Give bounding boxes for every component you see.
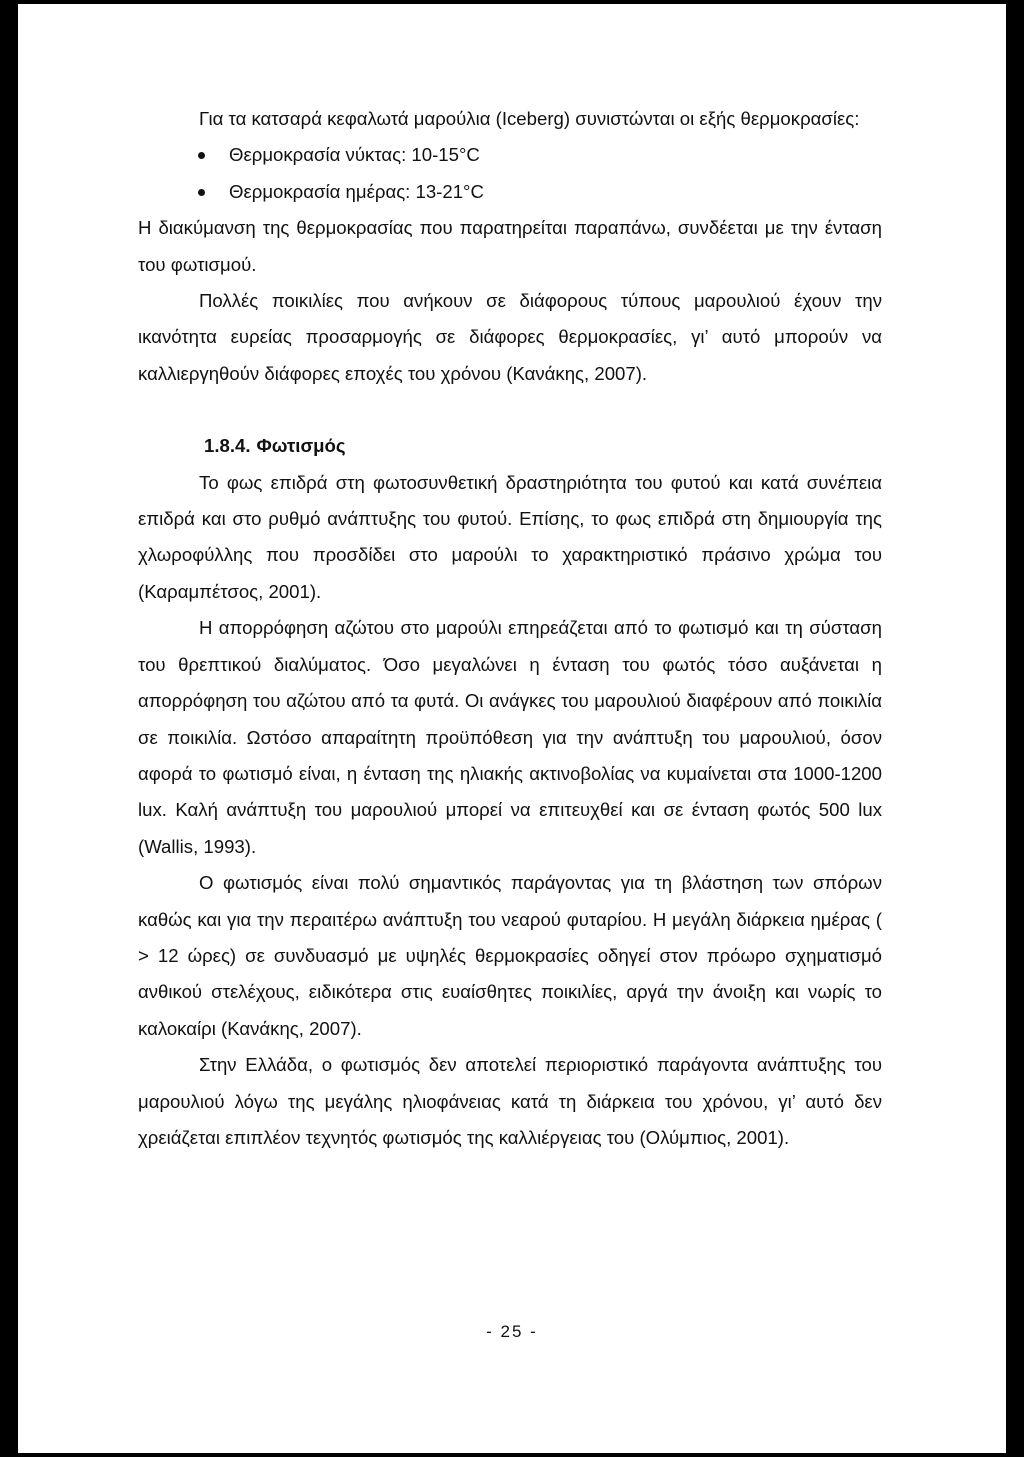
list-item-text: Θερμοκρασία νύκτας: 10-15°C [229, 144, 480, 166]
body-text [138, 101, 882, 1156]
paragraph: Στην Ελλάδα, ο φωτισμός δεν αποτελεί περιοριστικό παράγοντα ανάπτυξης του μαρουλιού λόγω της μεγάλης ηλιοφάνειας κατά τη διάρκεια του χρόνου, γι’ αυτό δεν χρειάζεται επιπλέον τεχνητός φωτισμός της καλλιέργειας του (Ολύμπιος, 2001). [138, 1054, 882, 1148]
section-title: Φωτισμός [256, 435, 346, 457]
section-number: 1.8.4. [204, 435, 251, 457]
list-item-text: Θερμοκρασία ημέρας: 13-21°C [229, 180, 484, 202]
page-number: - 25 - [486, 1322, 538, 1341]
paragraph: Το φως επιδρά στη φωτοσυνθετική δραστηριότητα του φυτού και κατά συνέπεια επιδρά και στο ρυθμό ανάπτυξης του φυτού. Επίσης, το φως επιδρά στη δημιουργία της χλωροφύλλης που προσδίδει στο μαρούλι το χαρακτηριστικό πράσινο χρώμα του (Καραμπέτσος, 2001). [138, 471, 882, 602]
varieties-paragraph: Πολλές ποικιλίες που ανήκουν σε διάφορους τύπους μαρουλιού έχουν την ικανότητα ευρείας προσαρμογής σε διάφορες θερμοκρασίες, γι’ αυτό μπορούν να καλλιεργηθούν διάφορες εποχές του χρόνου (Κανάκης, 2007). [138, 290, 882, 384]
list-item [138, 137, 882, 173]
temperature-list [138, 137, 882, 210]
list-item [138, 174, 882, 210]
bullet-icon [198, 152, 205, 159]
variation-paragraph: Η διακύμανση της θερμοκρασίας που παρατηρείται παραπάνω, συνδέεται με την ένταση του φωτισμού. [138, 217, 882, 275]
bullet-icon [198, 189, 205, 196]
paragraph: Ο φωτισμός είναι πολύ σημαντικός παράγοντας για τη βλάστηση των σπόρων καθώς και για την περαιτέρω ανάπτυξη του νεαρού φυταρίου. Η μεγάλη διάρκεια ημέρας ( > 12 ώρες) σε συνδυασμό με υψηλές θερμοκρασίες οδηγεί στον πρόωρο σχηματισμό ανθικού στελέχους, ειδικότερα στις ευαίσθητες ποικιλίες, αργά την άνοιξη και νωρίς το καλοκαίρι (Κανάκης, 2007). [138, 872, 882, 1039]
section-heading [138, 428, 882, 464]
intro-paragraph: Για τα κατσαρά κεφαλωτά μαρούλια (Iceberg) συνιστώνται οι εξής θερμοκρασίες: [199, 108, 860, 129]
paragraph: Η απορρόφηση αζώτου στο μαρούλι επηρεάζεται από το φωτισμό και τη σύσταση του θρεπτικού διαλύματος. Όσο μεγαλώνει η ένταση του φωτός τόσο αυξάνεται η απορρόφηση του αζώτου από τα φυτά. Οι ανάγκες του μαρουλιού διαφέρουν από ποικιλία σε ποικιλία. Ωστόσο απαραίτητη προϋπόθεση για την ανάπτυξη του μαρουλιού, όσον αφορά το φωτισμό είναι, η ένταση της ηλιακής ακτινοβολίας να κυμαίνεται στα 1000-1200 lux. Καλή ανάπτυξη του μαρουλιού μπορεί να επιτευχθεί και σε ένταση φωτός 500 lux (Wallis, 1993). [138, 617, 882, 857]
